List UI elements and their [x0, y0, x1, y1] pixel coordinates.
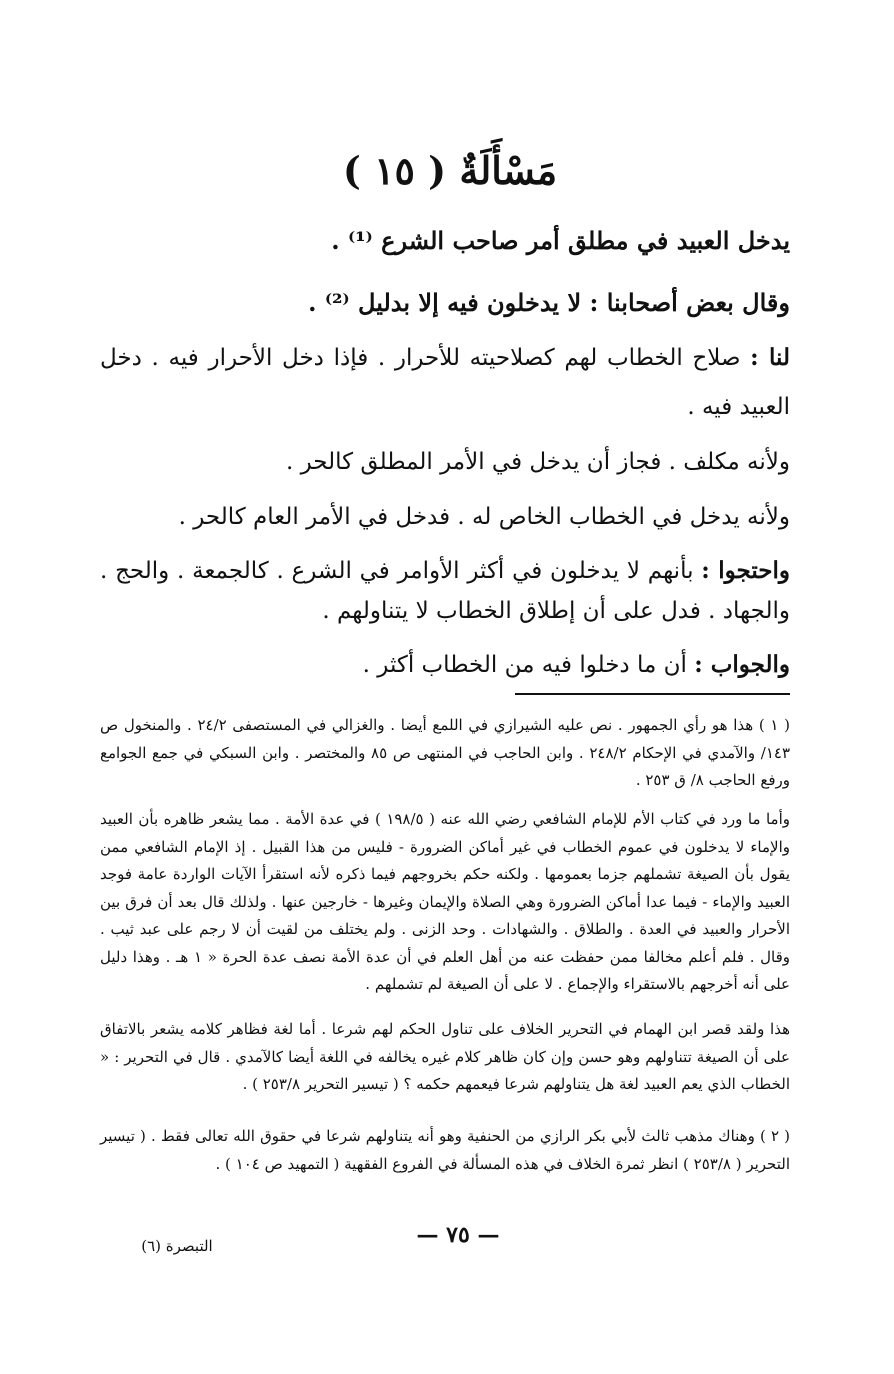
opposing-view-line: وقال بعض أصحابنا : لا يدخلون فيه إلا بدليل ⁽²⁾ . [308, 288, 790, 317]
thesis-line: يدخل العبيد في مطلق أمر صاحب الشرع ⁽¹⁾ . [331, 226, 790, 255]
second-argument-line: ولأنه مكلف . فجاز أن يدخل في الأمر المطلق كالحر . [285, 449, 790, 475]
objection-paragraph-first-line [100, 556, 790, 586]
objection-paragraph-continuation: والجهاد . فدل على أن إطلاق الخطاب لا يتناولهم . [322, 598, 790, 624]
page-number: — ٧٥ — [416, 1222, 500, 1248]
argument-paragraph-continuation: العبيد فيه . [687, 394, 790, 420]
footnote-2: ( ٢ ) وهناك مذهب ثالث لأبي بكر الرازي من الحنفية وهو أنه يتناولهم شرعا في حقوق الله تعالى فقط . ( تيسير التحرير ( ٢٥٣/٨ ) انظر ثمرة الخلاف في هذه المسألة في الفروع الفقهية ( التمهيد ص ١٠٤ ) . [100, 1127, 791, 1173]
objection-keyword: واحتجوا : [701, 557, 790, 584]
footnote-separator [515, 693, 790, 695]
third-argument-line: ولأنه يدخل في الخطاب الخاص له . فدخل في الأمر العام كالحر . [178, 504, 790, 530]
book-signature: التبصرة (٦) [141, 1237, 213, 1255]
objection-text: بأنهم لا يدخلون في أكثر الأوامر في الشرع . كالجمعة . والحج . [100, 558, 702, 584]
argument-text: صلاح الخطاب لهم كصلاحيته للأحرار . فإذا دخل الأحرار فيه . دخل [100, 345, 751, 371]
answer-text: أن ما دخلوا فيه من الخطاب أكثر . [362, 652, 695, 678]
argument-paragraph-first-line [100, 343, 790, 373]
argument-keyword: لنا : [750, 344, 790, 371]
answer-keyword: والجواب : [694, 651, 790, 678]
footnote-1: ( ١ ) هذا هو رأي الجمهور . نص عليه الشيرازي في اللمع أيضا . والغزالي في المستصفى ٢٤/٢ . والمنخول ص ١٤٣/ والآمدي في الإحكام ٢٤٨/٢ . وابن الحاجب في المنتهى ص ٨٥ والمختصر . وابن السبكي في جمع الجوامع ورفع الحاجب ٨/ ق ٢٥٣ . [100, 716, 791, 789]
issue-heading: مَسْأَلَةٌ ( ١٥ ) [342, 148, 558, 193]
answer-line [100, 650, 790, 680]
footnote-1-continuation: وأما ما ورد في كتاب الأم للإمام الشافعي رضي الله عنه ( ١٩٨/٥ ) في عدة الأمة . مما يشعر ظاهره بأن العبيد والإماء لا يدخلون في عموم الخطاب في غير أماكن الضرورة - فليس من هذا القبيل . إذ الإمام الشافعي ممن يقول بأن الصيغة تشملهم جزما بعمومها . ولكنه حكم بخروجهم فيما ذكره لأنه استقرأ الآيات الواردة عامة فوجد العبيد والإماء - فيما عدا أماكن الضرورة وهي الصلاة والإيمان وغيرها - خارجين عنها . ولذلك قال بعد أن فرق بين الأحرار والعبيد في العدة . والطلاق . والشهادات . وحد الزنى . ولم يختلف من لقيت أن لا رجم على عبد ثيب . وقال . فلم أعلم مخالفا ممن حفظت عنه من أهل العلم في أن عدة الأمة نصف عدة الحرة « ١ هـ . وهذا دليل على أنه أخرجهم بالاستقراء والإجماع . لا على أن الصيغة لم تشملهم . [100, 810, 790, 993]
footnote-1-continuation-2: هذا ولقد قصر ابن الهمام في التحرير الخلاف على تناول الحكم لهم شرعا . أما لغة فظاهر كلامه يشعر بالاتفاق على أن الصيغة تتناولهم وهو حسن وإن كان ظاهر كلام غيره يخالفه في اللغة أيضا كالآمدي . قال في التحرير : « الخطاب الذي يعم العبيد لغة هل يتناولهم شرعا فيعمهم حكمه ؟ ( تيسير التحرير ٢٥٣/٨ ) . [100, 1020, 790, 1093]
